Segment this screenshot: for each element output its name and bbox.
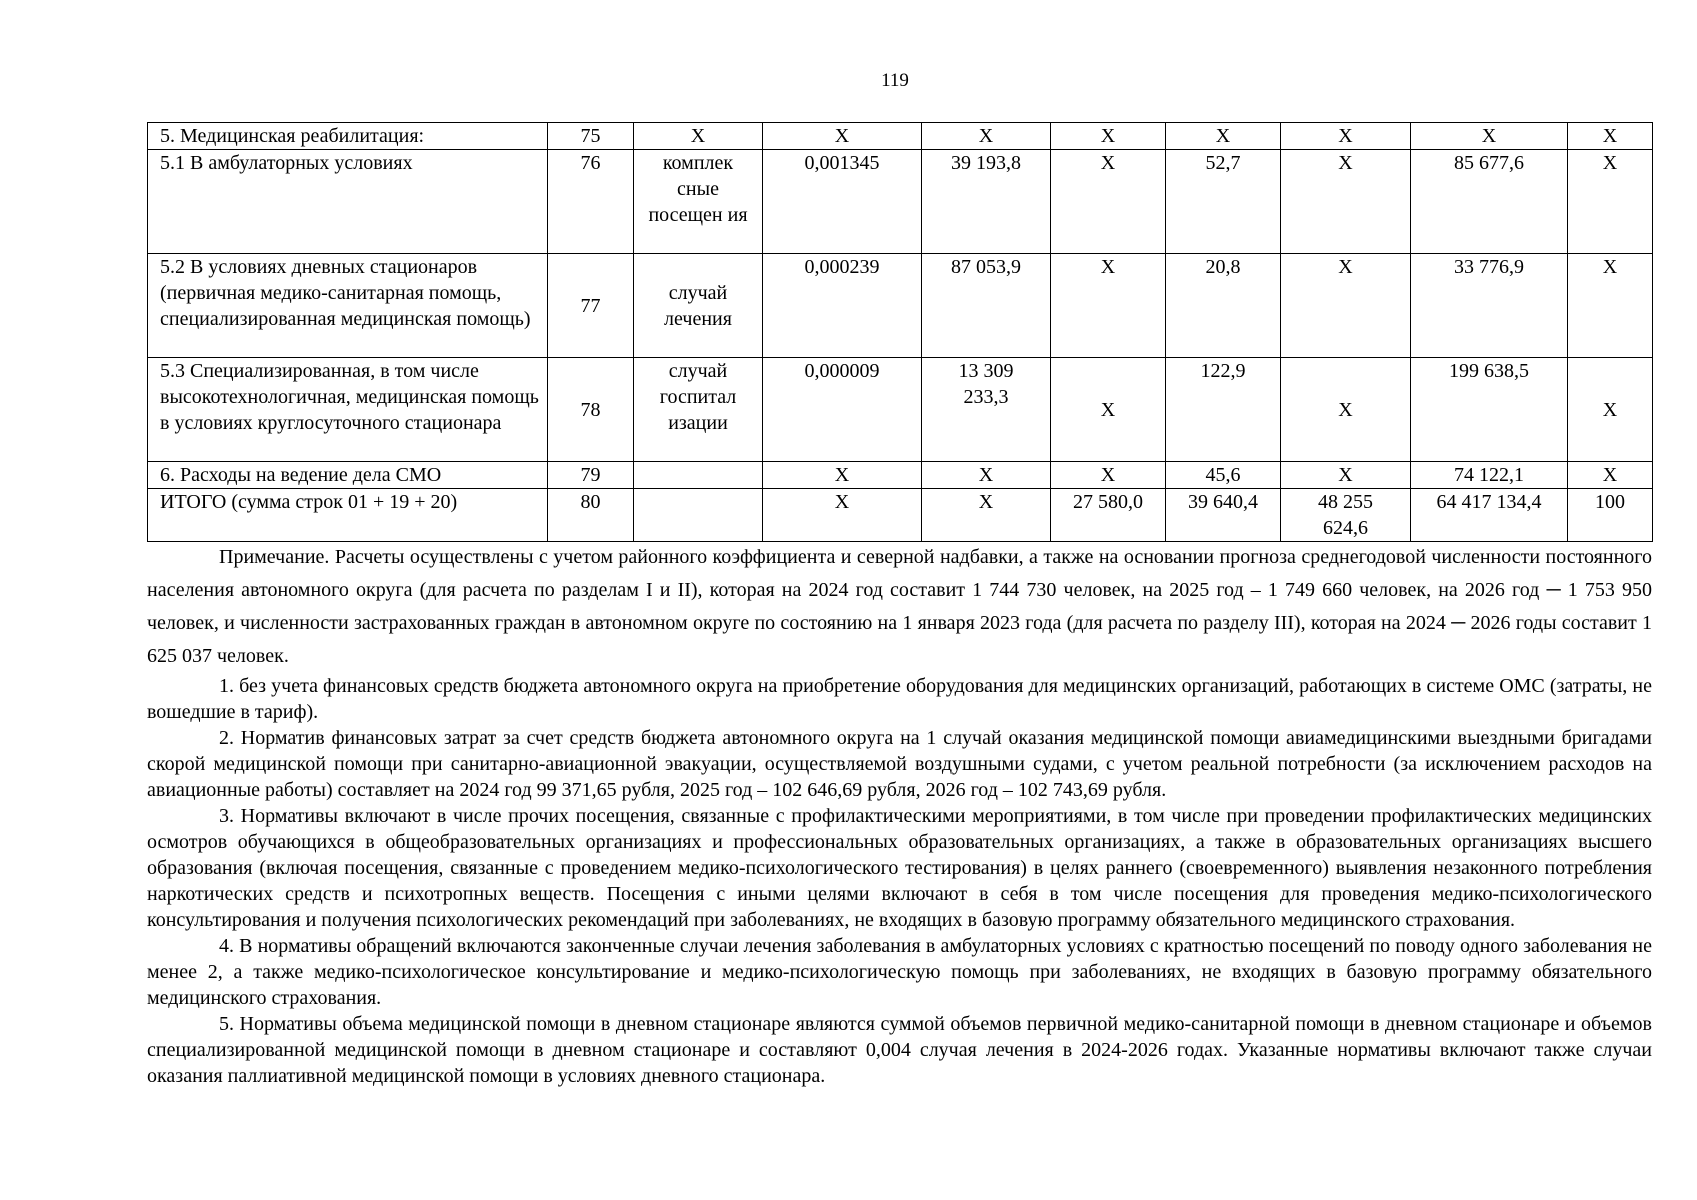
row-cell: Х: [1281, 462, 1411, 489]
row-cell: Х: [1568, 462, 1653, 489]
row-cell: Х: [1281, 358, 1411, 462]
note-item: 1. без учета финансовых средств бюджета автономного округа на приобретение оборудования для медицинских организаций, работающих в системе ОМС (затраты, не вошедшие в тариф).: [147, 675, 1652, 723]
row-cell: Х: [763, 462, 922, 489]
row-cell: Х: [1281, 254, 1411, 358]
row-cell: Х: [1411, 123, 1568, 150]
page-number: 119: [881, 70, 909, 91]
row-cell: 0,000239: [763, 254, 922, 358]
note-item: 5. Нормативы объема медицинской помощи в дневном стационаре являются суммой объемов первичной медико-санитарной помощи в дневном стационаре и объемов специализированной медицинской помощи в дневном стационаре и составляют 0,004 случая лечения в 2024-2026 годах. Указанные нормативы включают также случаи оказания паллиативной медицинской помощи в условиях дневного стационара.: [147, 1013, 1652, 1087]
row-code: 75: [548, 123, 634, 150]
row-cell: 199 638,5: [1411, 358, 1568, 462]
row-cell: 100: [1568, 489, 1653, 542]
note-item: 3. Нормативы включают в числе прочих посещения, связанные с профилактическими мероприятиями, в том числе при проведении профилактических медицинских осмотров обучающихся в общеобразовательных организациях и профессиональных образовательных организациях, а также в образовательных организациях высшего образования (включая посещения, связанные с проведением медико-психологического тестирования) в целях раннего (своевременного) выявления незаконного потребления наркотических средств и психотропных веществ. Посещения с иными целями включают в себя в том числе посещения для проведения медико-психологического консультирования и получения психологических рекомендаций при заболеваниях, не входящих в базовую программу обязательного медицинского страхования.: [147, 805, 1652, 931]
table-row: [148, 150, 1653, 254]
row-cell: 20,8: [1166, 254, 1281, 358]
row-cell: 85 677,6: [1411, 150, 1568, 254]
row-cell: Х: [922, 123, 1051, 150]
row-cell: Х: [763, 489, 922, 542]
row-cell: Х: [922, 462, 1051, 489]
row-cell: Х: [1568, 358, 1653, 462]
row-unit: комплек сные посещен ия: [634, 150, 763, 254]
row-cell: 45,6: [1166, 462, 1281, 489]
row-cell: 39 193,8: [922, 150, 1051, 254]
row-cell: 52,7: [1166, 150, 1281, 254]
row-cell: Х: [1051, 254, 1166, 358]
note-item: 2. Норматив финансовых затрат за счет средств бюджета автономного округа на 1 случай оказания медицинской помощи авиамедицинскими выездными бригадами скорой медицинской помощи при санитарно-авиационной эвакуации, осуществляемой воздушными судами, с учетом реальной потребности (за исключением расходов на авиационные работы) составляет на 2024 год 99 371,65 рубля, 2025 год – 102 646,69 рубля, 2026 год – 102 743,69 рубля.: [147, 727, 1652, 801]
row-cell: Х: [1281, 123, 1411, 150]
row-name: 5.2 В условиях дневных стационаров (первичная медико-санитарная помощь, специализированная медицинская помощь): [148, 254, 548, 358]
row-cell: Х: [1568, 123, 1653, 150]
notes: [147, 541, 1652, 1089]
row-name: 5.3 Специализированная, в том числе высокотехнологичная, медицинская помощь в условиях круглосуточного стационара: [148, 358, 548, 462]
row-name: 6. Расходы на ведение дела СМО: [148, 462, 548, 489]
row-cell: Х: [1281, 150, 1411, 254]
row-cell: Х: [1051, 358, 1166, 462]
row-cell: 0,001345: [763, 150, 922, 254]
row-code: 76: [548, 150, 634, 254]
table-row: [148, 123, 1653, 150]
row-name: ИТОГО (сумма строк 01 + 19 + 20): [148, 489, 548, 542]
row-unit: случай лечения: [634, 254, 763, 358]
note-intro: Примечание. Расчеты осуществлены с учетом районного коэффициента и северной надбавки, а также на основании прогноза среднегодовой численности постоянного населения автономного округа (для расчета по разделам I и II), которая на 2024 год составит 1 744 730 человек, на 2025 год – 1 749 660 человек, на 2026 год ─ 1 753 950 человек, и численности застрахованных граждан в автономном округе по состоянию на 1 января 2023 года (для расчета по разделу III), которая на 2024 ─ 2026 годы составит 1 625 037 человек.: [147, 546, 1652, 667]
row-cell: 13 309 233,3: [922, 358, 1051, 462]
data-table: [147, 122, 1653, 542]
row-cell: 87 053,9: [922, 254, 1051, 358]
row-name: 5.1 В амбулаторных условиях: [148, 150, 548, 254]
row-cell: 74 122,1: [1411, 462, 1568, 489]
row-cell: Х: [1568, 254, 1653, 358]
row-code: 79: [548, 462, 634, 489]
row-code: 80: [548, 489, 634, 542]
row-cell: 64 417 134,4: [1411, 489, 1568, 542]
row-unit: [634, 489, 763, 542]
row-cell: Х: [1051, 462, 1166, 489]
row-unit: Х: [634, 123, 763, 150]
row-cell: 39 640,4: [1166, 489, 1281, 542]
row-cell: 48 255 624,6: [1281, 489, 1411, 542]
row-cell: Х: [1166, 123, 1281, 150]
row-cell: Х: [922, 489, 1051, 542]
row-cell: 0,000009: [763, 358, 922, 462]
row-cell: Х: [763, 123, 922, 150]
table-row: [148, 462, 1653, 489]
table-row: [148, 358, 1653, 462]
row-code: 77: [548, 254, 634, 358]
row-cell: Х: [1051, 123, 1166, 150]
row-unit: [634, 462, 763, 489]
row-code: 78: [548, 358, 634, 462]
row-name: 5. Медицинская реабилитация:: [148, 123, 548, 150]
table-row: [148, 489, 1653, 542]
row-cell: Х: [1568, 150, 1653, 254]
row-unit: случай госпитал изации: [634, 358, 763, 462]
row-cell: Х: [1051, 150, 1166, 254]
row-cell: 122,9: [1166, 358, 1281, 462]
row-cell: 33 776,9: [1411, 254, 1568, 358]
row-cell: 27 580,0: [1051, 489, 1166, 542]
note-item: 4. В нормативы обращений включаются законченные случаи лечения заболевания в амбулаторных условиях с кратностью посещений по поводу одного заболевания не менее 2, а также медико-психологическое консультирование и медико-психологическую помощь при заболеваниях, не входящих в базовую программу обязательного медицинского страхования.: [147, 935, 1652, 1009]
table-row: [148, 254, 1653, 358]
